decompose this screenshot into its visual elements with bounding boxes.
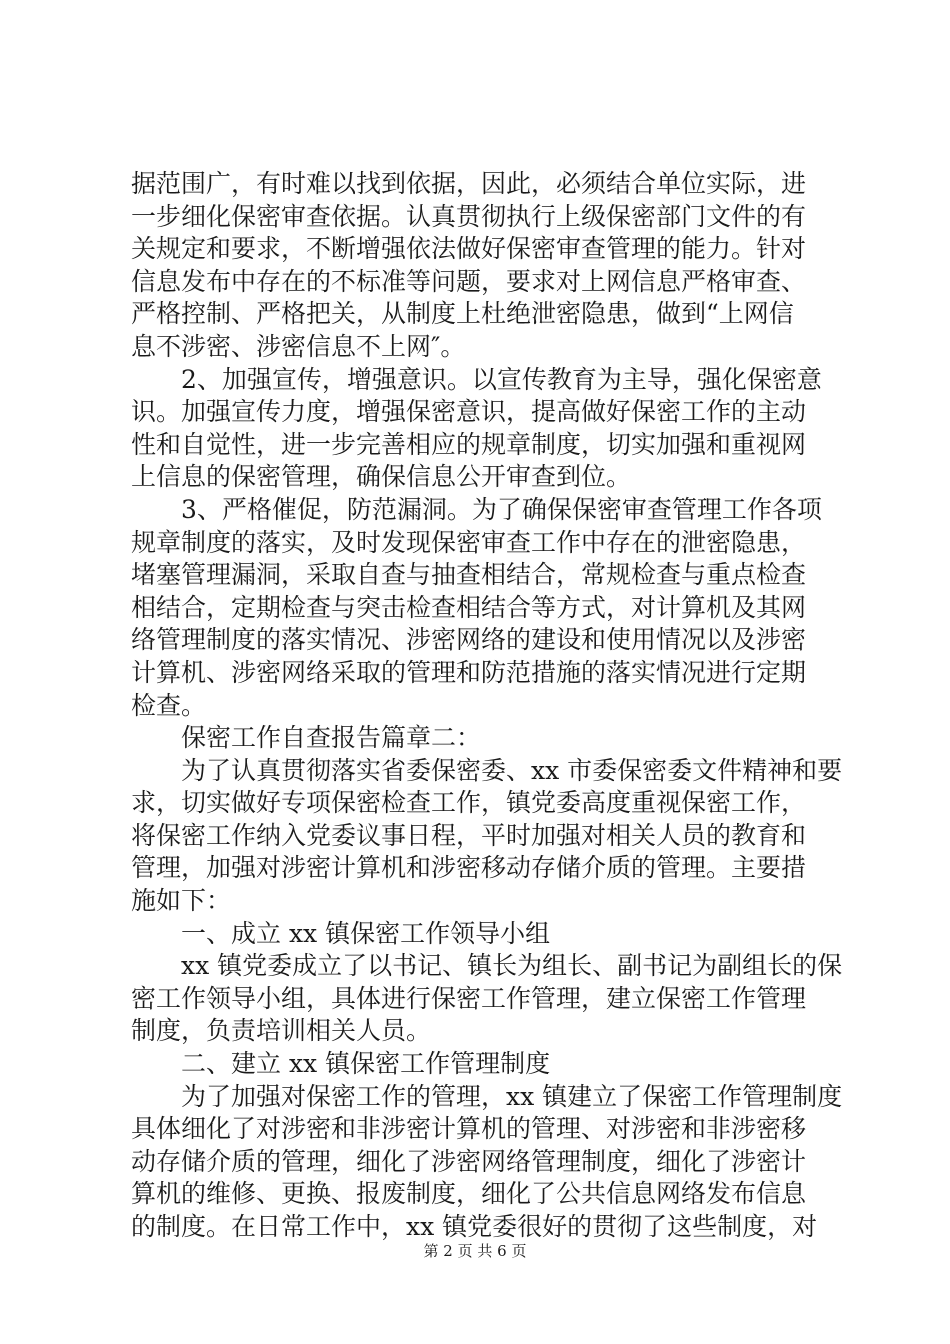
text-line: 息不涉密、涉密信息不上网″。: [131, 331, 466, 361]
page-footer: 第 2 页 共 6 页: [423, 1242, 527, 1260]
text-line: 严格控制、严格把关，从制度上杜绝泄密隐患，做到“上网信: [131, 299, 794, 329]
text-line: 计算机、涉密网络采取的管理和防范措施的落实情况进行定期: [131, 657, 807, 687]
text-line: 保密工作自查报告篇章二：: [131, 723, 482, 753]
text-line: 施如下：: [131, 886, 232, 916]
document-body: [131, 168, 843, 1244]
text-line: 一、成立 xx 镇保密工作领导小组: [131, 918, 551, 948]
text-line: 2、加强宣传，增强意识。以宣传教育为主导，强化保密意: [131, 364, 822, 394]
text-line: 3、严格催促，防范漏洞。为了确保保密审查管理工作各项: [131, 494, 822, 524]
text-line: 动存储介质的管理，细化了涉密网络管理制度，细化了涉密计: [131, 1146, 807, 1176]
text-line: 将保密工作纳入党委议事日程，平时加强对相关人员的教育和: [131, 820, 807, 850]
text-line: 关规定和要求，不断增强依法做好保密审查管理的能力。针对: [131, 234, 807, 264]
text-line: 为了认真贯彻落实省委保密委、xx 市委保密委文件精神和要: [131, 755, 843, 785]
text-line: 据范围广，有时难以找到依据，因此，必须结合单位实际，进: [131, 169, 807, 198]
text-line: 上信息的保密管理，确保信息公开审查到位。: [131, 462, 632, 492]
text-line: 密工作领导小组，具体进行保密工作管理，建立保密工作管理: [131, 983, 807, 1013]
text-line: 堵塞管理漏洞，采取自查与抽查相结合，常规检查与重点检查: [131, 560, 807, 590]
text-line: 二、建立 xx 镇保密工作管理制度: [131, 1049, 551, 1079]
text-line: 为了加强对保密工作的管理，xx 镇建立了保密工作管理制度: [131, 1081, 843, 1111]
text-line: 规章制度的落实，及时发现保密审查工作中存在的泄密隐患，: [131, 527, 807, 557]
text-line: 检查。: [131, 690, 207, 720]
text-line: 性和自觉性，进一步完善相应的规章制度，切实加强和重视网: [131, 429, 807, 459]
text-line: 识。加强宣传力度，增强保密意识，提高做好保密工作的主动: [131, 397, 807, 427]
text-line: 算机的维修、更换、报废制度，细化了公共信息网络发布信息: [131, 1179, 807, 1209]
text-line: 管理，加强对涉密计算机和涉密移动存储介质的管理。主要措: [131, 853, 807, 883]
text-line: 络管理制度的落实情况、涉密网络的建设和使用情况以及涉密: [131, 625, 807, 655]
text-line: xx 镇党委成立了以书记、镇长为组长、副书记为副组长的保: [131, 951, 843, 981]
text-line: 一步细化保密审查依据。认真贯彻执行上级保密部门文件的有: [131, 201, 807, 231]
text-line: 具体细化了对涉密和非涉密计算机的管理、对涉密和非涉密移: [131, 1114, 807, 1144]
text-line: 求，切实做好专项保密检查工作，镇党委高度重视保密工作，: [131, 788, 807, 818]
text-line: 制度，负责培训相关人员。: [131, 1016, 432, 1046]
text-line: 信息发布中存在的不标准等问题，要求对上网信息严格审查、: [131, 266, 807, 296]
text-line: 相结合，定期检查与突击检查相结合等方式，对计算机及其网: [131, 592, 807, 622]
text-line: 的制度。在日常工作中，xx 镇党委很好的贯彻了这些制度，对: [131, 1212, 818, 1241]
